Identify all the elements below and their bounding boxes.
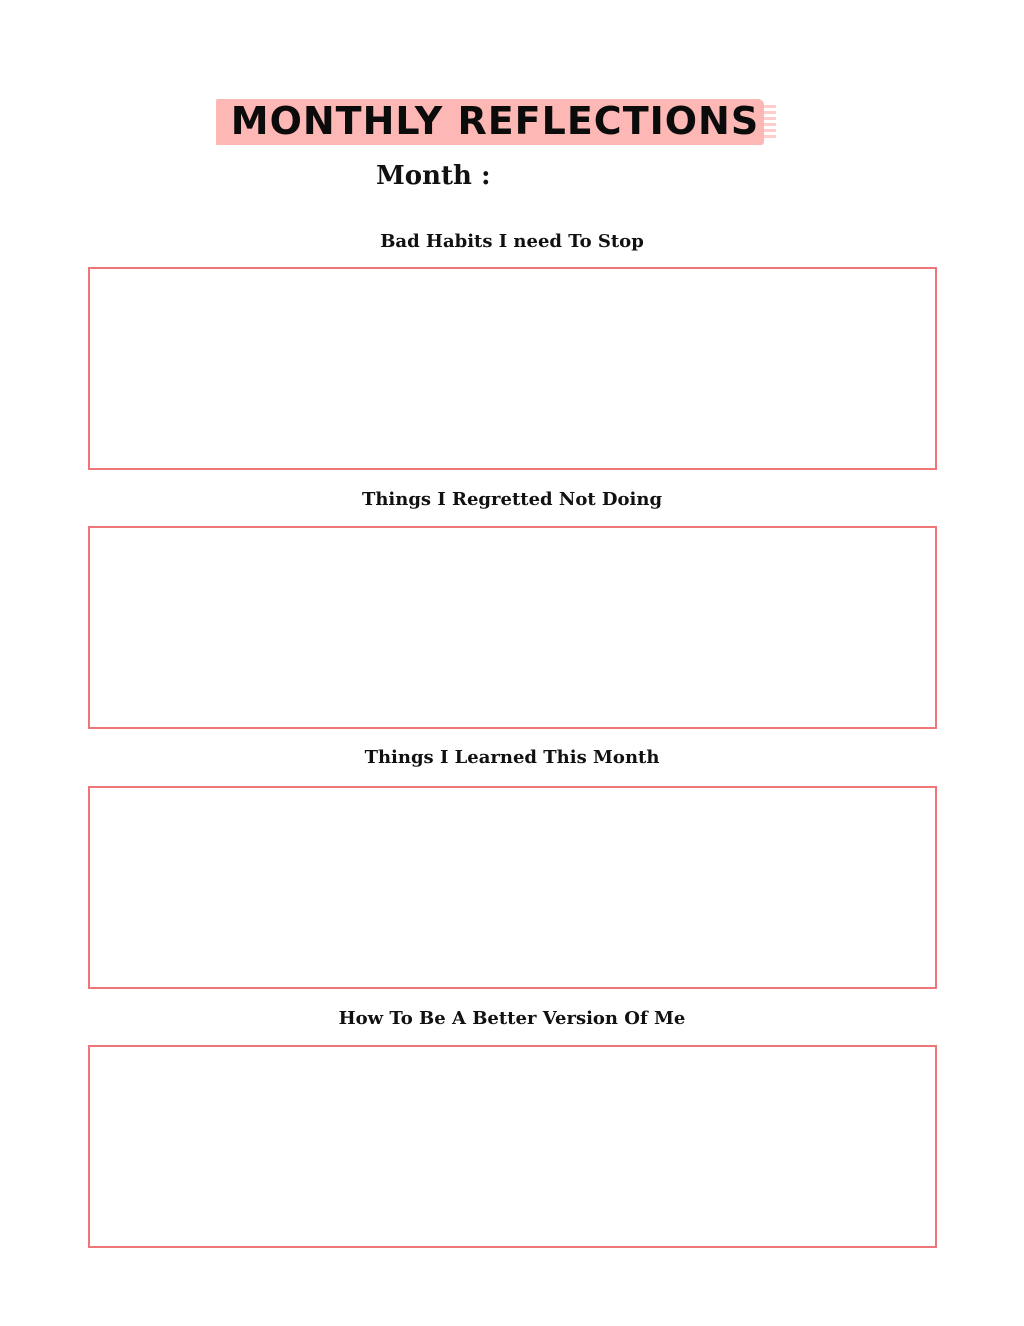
writing-box-better-version[interactable] [88,1045,937,1248]
section-heading-regrets: Things I Regretted Not Doing [361,489,663,510]
section-heading-bad-habits: Bad Habits I need To Stop [380,231,644,252]
month-label: Month : [376,161,491,191]
writing-box-bad-habits[interactable] [88,267,937,470]
page-title: MONTHLY REFLECTIONS [230,99,760,143]
section-heading-learned: Things I Learned This Month [364,747,660,768]
writing-box-learned[interactable] [88,786,937,989]
page-title-block [216,97,774,145]
writing-box-regrets[interactable] [88,526,937,729]
section-heading-better-version: How To Be A Better Version Of Me [338,1008,686,1029]
